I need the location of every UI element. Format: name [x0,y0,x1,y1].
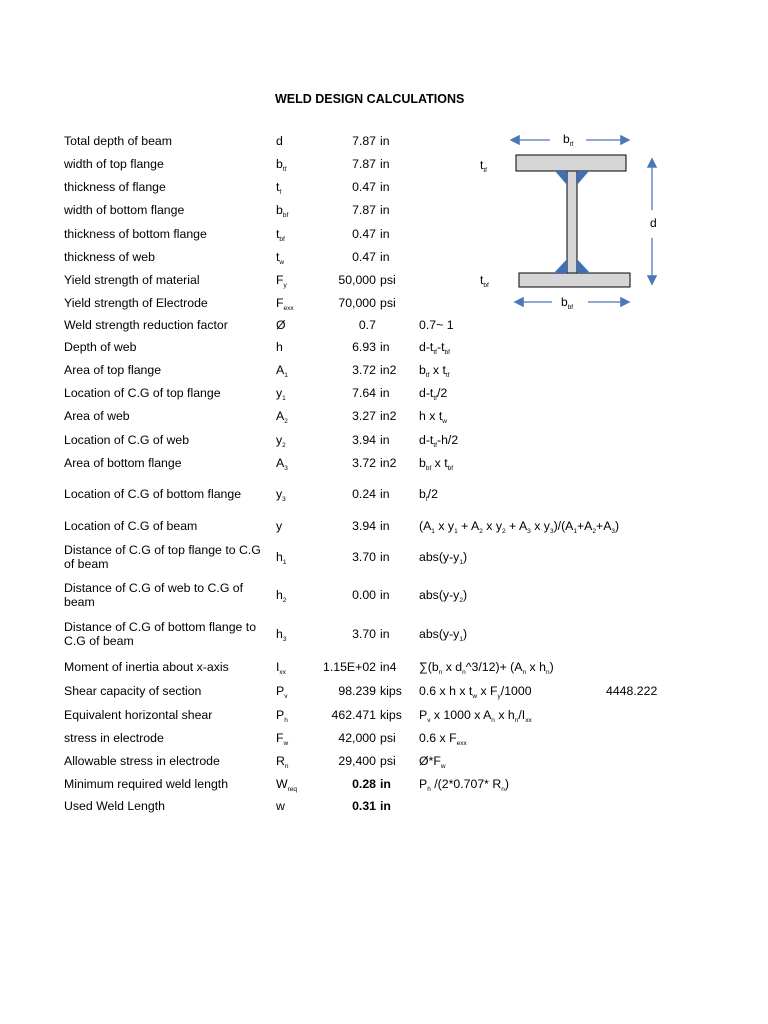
row-label: Area of bottom flange [64,456,182,470]
row-value: 0.28 [352,777,376,791]
symbol-main: t [276,180,280,194]
symbol-main: b [276,157,283,171]
row-label: thickness of flange [64,180,166,194]
row-label: Yield strength of material [64,273,200,287]
formula-text: 0.6 x F [419,731,457,745]
formula-subscript: n [438,669,443,676]
formula-text: )/(A [553,519,574,533]
formula-subscript: v [427,717,431,724]
formula-subscript: 1 [454,528,458,535]
symbol-main: y [276,433,283,447]
row-label: thickness of bottom flange [64,227,207,241]
symbol-subscript: bf [279,236,285,243]
row-symbol [276,180,281,194]
formula-text: x h [494,708,515,722]
weld-top-left [555,171,567,185]
symbol-main: h [276,627,283,641]
symbol-subscript: y [283,282,287,289]
row-label: Area of web [64,409,130,423]
row-value: 0.47 [352,180,376,194]
top-width-label: $b_{tf}$ [563,132,574,148]
formula-text: 0.7~ 1 [419,318,454,332]
formula-subscript: w [472,693,478,700]
formula-subscript: w [442,418,447,425]
symbol-main: F [276,731,284,745]
formula-text: ) [549,660,554,674]
symbol-main: h [276,588,283,602]
symbol-subscript: 2 [282,597,287,604]
row-label: width of bottom flange [64,203,185,217]
formula-text: +A [577,519,593,533]
row-symbol [276,340,283,354]
row-label: Yield strength of Electrode [64,296,208,310]
formula-text: x 1000 x A [430,708,492,722]
formula-text: + A [457,519,480,533]
symbol-main: P [276,708,285,722]
row-label: Distance of C.G of bottom flange to C.G of beam [64,620,257,648]
row-label: Total depth of beam [64,134,173,148]
formula-text: ) [504,777,509,791]
formula-text: x y [530,519,550,533]
row-unit: in [380,134,390,148]
row-unit: in [380,550,390,564]
row-unit: in [380,227,390,241]
formula-text: d-t [419,340,434,354]
row-value: 462.471 [331,708,376,722]
symbol-subscript: 1 [282,395,286,402]
formula-subscript: tf [433,349,437,356]
symbol-subscript: 3 [282,636,287,643]
symbol-main: R [276,754,285,768]
row-formula [419,550,467,564]
formula-subscript: 1 [573,528,577,535]
weld-bottom-left [554,259,567,273]
formula-text: abs(y-y [419,627,460,641]
row-formula [419,627,467,641]
formula-subscript: f [425,496,428,503]
row-value: 0.00 [352,588,376,602]
symbol-main: y [276,386,283,400]
formula-text: -t [436,340,445,354]
formula-text: /1000 [500,684,532,698]
row-value: 98.239 [338,684,376,698]
row-formula [419,456,453,470]
formula-text: b [419,363,426,377]
row-value: 7.87 [352,203,376,217]
row-unit: in [380,433,390,447]
row-value: 3.94 [352,519,376,533]
symbol-subscript: w [279,259,285,266]
symbol-main: t [276,250,280,264]
formula-subscript: 3 [611,528,616,535]
row-label: width of top flange [64,157,164,171]
row-symbol [276,456,288,470]
row-value: 0.31 [352,799,376,813]
row-symbol [276,777,297,791]
symbol-subscript: 1 [284,372,288,379]
row-unit: psi [380,754,396,768]
row-value: 6.93 [352,340,376,354]
formula-subscript: bf [444,349,450,356]
row-symbol [276,588,286,602]
page-title: WELD DESIGN CALCULATIONS [275,92,465,106]
row-symbol [276,799,285,813]
row-unit: in [380,588,390,602]
formula-text: x F [477,684,498,698]
formula-text: Ø*F [419,754,441,768]
formula-subscript: tf [433,442,437,449]
row-symbol [276,660,286,674]
symbol-main: y [276,487,283,501]
formula-text: ) [462,588,468,602]
row-symbol [276,754,289,768]
formula-subscript: h [427,786,431,793]
row-symbol [276,157,286,171]
row-symbol [276,627,286,641]
symbol-subscript: 2 [284,418,288,425]
symbol-main: t [276,227,280,241]
formula-subscript: n [514,717,519,724]
row-formula [419,731,467,745]
formula-subscript: 3 [549,528,554,535]
formula-text: x t [431,456,448,470]
symbol-subscript: xx [279,669,286,676]
row-formula [419,660,554,674]
formula-text: -h/2 [436,433,459,447]
row-label: Location of C.G of beam [64,519,198,533]
formula-text: P [419,708,428,722]
row-label: Weld strength reduction factor [64,318,228,332]
symbol-subscript: 1 [282,559,287,566]
symbol-subscript: h [284,717,288,724]
row-extra-value: 4448.222 [606,684,658,698]
formula-text: /(2*0.707* R [430,777,502,791]
symbol-main: W [276,777,288,791]
row-symbol [276,273,287,287]
symbol-subscript: exx [283,305,294,312]
symbol-main: P [276,684,285,698]
row-unit: in [380,250,390,264]
formula-text: ) [462,550,468,564]
symbol-main: A [276,456,285,470]
row-value: 3.72 [352,363,376,377]
row-label: Location of C.G of bottom flange [64,487,242,501]
symbol-subscript: n [284,763,289,770]
formula-text: /2 [427,487,438,501]
row-unit: psi [380,731,396,745]
row-unit: in [380,487,390,501]
weld-top-right [577,171,589,185]
row-formula [419,433,458,447]
formula-text: P [419,777,428,791]
row-value: 29,400 [338,754,376,768]
row-unit: in [380,627,390,641]
row-label: Distance of C.G of top flange to C.G of beam [64,543,261,571]
formula-subscript: n [501,786,505,793]
symbol-subscript: 2 [282,442,286,449]
symbol-main: Ø [276,318,286,332]
row-unit: in [380,180,390,194]
row-formula [419,588,467,602]
formula-text: d-t [419,433,434,447]
row-unit: in [380,203,390,217]
formula-text: ∑(b [419,660,439,674]
symbol-main: d [276,134,283,148]
formula-text: 0.6 x h x t [419,684,473,698]
i-beam-diagram [472,128,672,318]
row-unit: kips [380,708,402,722]
row-formula [419,340,450,354]
formula-text: abs(y-y [419,588,460,602]
row-formula [419,684,532,698]
row-unit: in [380,386,390,400]
formula-text: ^3/12)+ (A [465,660,523,674]
row-unit: in [380,799,391,813]
formula-subscript: 1 [431,528,435,535]
formula-subscript: 2 [459,597,463,604]
row-unit: in [380,777,391,791]
symbol-main: A [276,409,285,423]
bottom-width-label: $b_{bf}$ [561,295,574,311]
formula-text: h x t [419,409,443,423]
row-symbol [276,708,288,722]
row-symbol [276,134,283,148]
formula-text: x y [482,519,502,533]
row-value: 0.47 [352,250,376,264]
row-formula [419,519,619,533]
symbol-subscript: w [283,740,289,747]
formula-text: x h [526,660,546,674]
row-value: 42,000 [338,731,376,745]
row-symbol [276,433,286,447]
symbol-main: I [276,660,280,674]
formula-subscript: 3 [527,528,531,535]
symbol-subscript: 3 [282,496,286,503]
row-label: Depth of web [64,340,137,354]
formula-subscript: w [440,763,446,770]
formula-text: x y [434,519,455,533]
row-symbol [276,487,286,501]
row-value: 3.70 [352,627,376,641]
row-symbol [276,519,282,533]
row-label: Location of C.G of web [64,433,190,447]
symbol-subscript: tf [282,166,287,173]
row-formula [419,318,454,332]
row-formula [419,754,446,768]
formula-subscript: 2 [479,528,483,535]
row-value: 3.27 [352,409,376,423]
row-formula [419,777,509,791]
row-unit: kips [380,684,402,698]
row-symbol [276,250,284,264]
row-formula [419,363,450,377]
row-label: Equivalent horizontal shear [64,708,213,722]
formula-subscript: n [545,669,550,676]
formula-subscript: y [497,693,501,700]
row-symbol [276,409,288,423]
row-label: Allowable stress in electrode [64,754,220,768]
formula-subscript: 1 [459,636,463,643]
row-value: 50,000 [338,273,376,287]
row-label: Distance of C.G of web to C.G of beam [64,581,244,609]
web [567,171,577,273]
row-formula [419,386,447,400]
row-symbol [276,227,285,241]
formula-subscript: tf [433,395,437,402]
row-unit: in [380,157,390,171]
row-label: Minimum required weld length [64,777,229,791]
row-unit: in2 [380,456,397,470]
symbol-main: y [276,519,283,533]
formula-subscript: tf [445,372,450,379]
formula-subscript: tf [425,372,430,379]
row-formula [419,708,532,722]
symbol-subscript: bf [282,212,289,219]
row-value: 7.87 [352,157,376,171]
symbol-main: h [276,340,283,354]
row-unit: in2 [380,409,397,423]
formula-subscript: n [522,669,527,676]
formula-subscript: bf [425,465,432,472]
formula-text: ) [615,519,620,533]
formula-text: b [419,487,426,501]
row-value: 70,000 [338,296,376,310]
symbol-subscript: 3 [284,465,288,472]
formula-text: +A [596,519,612,533]
formula-text: x t [429,363,446,377]
i-beam-svg [472,128,672,318]
row-label: Location of C.G of top flange [64,386,221,400]
row-label: Shear capacity of section [64,684,202,698]
row-symbol [276,386,286,400]
row-value: 7.87 [352,134,376,148]
row-formula [419,409,447,423]
formula-text: b [419,456,426,470]
row-value: 0.24 [352,487,376,501]
formula-text: x d [442,660,463,674]
row-unit: in [380,340,390,354]
row-formula [419,487,438,501]
row-label: Moment of inertia about x-axis [64,660,229,674]
row-value: 0.7 [358,318,376,332]
row-unit: in4 [380,660,397,674]
formula-subscript: 2 [502,528,506,535]
formula-subscript: xx [525,717,532,724]
row-label: Area of top flange [64,363,162,377]
formula-text: (A [419,519,432,533]
row-symbol [276,684,287,698]
row-symbol [276,203,288,217]
symbol-subscript: req [287,786,298,793]
symbol-main: A [276,363,285,377]
row-label: thickness of web [64,250,155,264]
row-value: 1.15E+02 [323,660,376,674]
row-symbol [276,318,286,332]
bottom-thickness-label: $t_{bf}$ [480,273,489,289]
top-flange [516,155,626,171]
formula-subscript: 1 [459,559,463,566]
formula-subscript: 2 [592,528,597,535]
top-thickness-label: $t_{tf}$ [480,158,487,174]
symbol-main: b [276,203,283,217]
row-value: 3.94 [352,433,376,447]
formula-text: d-t [419,386,434,400]
row-value: 3.72 [352,456,376,470]
formula-subscript: n [491,717,495,724]
formula-text: /I [518,708,526,722]
formula-subscript: n [462,669,466,676]
formula-subscript: exx [456,740,467,747]
symbol-main: F [276,273,284,287]
row-label: Used Weld Length [64,799,165,813]
row-value: 0.47 [352,227,376,241]
formula-text: abs(y-y [419,550,460,564]
row-unit: psi [380,273,396,287]
bottom-flange [519,273,630,287]
row-label: stress in electrode [64,731,164,745]
row-value: 7.64 [352,386,376,400]
depth-label: d [650,216,657,230]
row-unit: psi [380,296,396,310]
formula-text: ) [462,627,468,641]
symbol-main: h [276,550,283,564]
row-symbol [276,296,294,310]
symbol-subscript: f [279,189,282,196]
symbol-main: w [276,799,285,813]
row-symbol [276,731,288,745]
weld-bottom-right [577,259,590,273]
row-unit: in [380,519,390,533]
row-symbol [276,550,286,564]
formula-text: + A [505,519,528,533]
row-unit: in2 [380,363,397,377]
formula-subscript: bf [447,465,454,472]
row-value: 3.70 [352,550,376,564]
row-symbol [276,363,288,377]
symbol-subscript: v [284,693,288,700]
symbol-main: F [276,296,284,310]
formula-text: /2 [436,386,448,400]
